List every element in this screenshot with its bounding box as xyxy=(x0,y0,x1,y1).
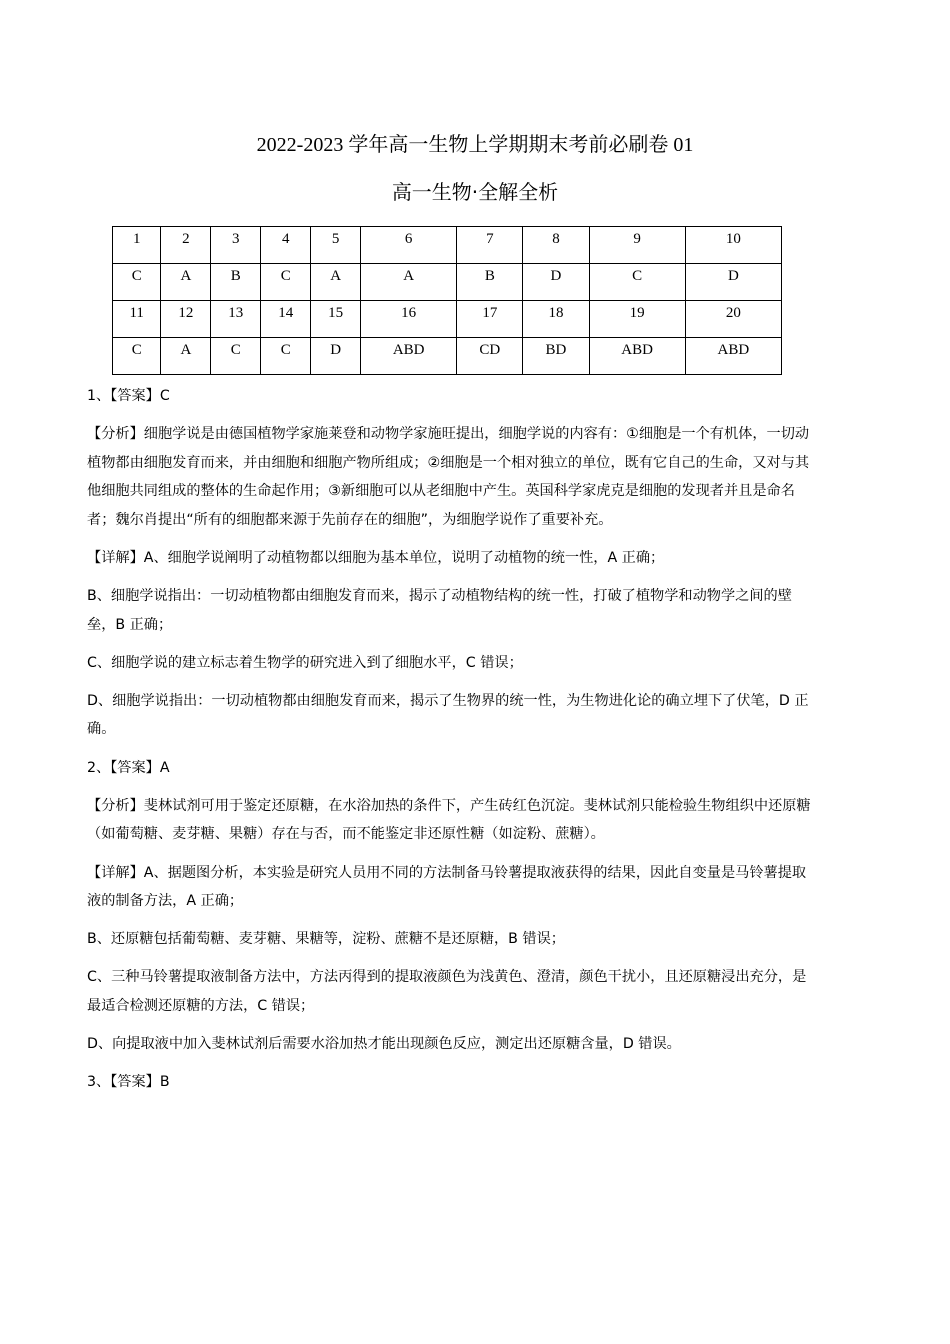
paragraph: D、向提取液中加入斐林试剂后需要水浴加热才能出现颜色反应，测定出还原糖含量，D 错误。 xyxy=(87,1036,681,1053)
question-number-cell: 3 xyxy=(211,227,261,264)
question-number-row xyxy=(113,227,782,264)
question-number-cell: 5 xyxy=(311,227,361,264)
explanation-body xyxy=(87,382,817,1106)
question-number-cell: 16 xyxy=(361,301,457,338)
question-number-cell: 14 xyxy=(261,301,311,338)
answer-cell: D xyxy=(523,264,589,301)
answer-cell: D xyxy=(311,338,361,375)
paragraph: 【分析】斐林试剂可用于鉴定还原糖，在水浴加热的条件下，产生砖红色沉淀。斐林试剂只能检验生物组织中还原糖（如葡萄糖、麦芽糖、果糖）存在与否，而不能鉴定非还原性糖（如淀粉、蔗糖）。 xyxy=(87,797,811,843)
paragraph: C、三种马铃薯提取液制备方法中，方法丙得到的提取液颜色为浅黄色、澄清，颜色干扰小，且还原糖浸出充分，是最适合检测还原糖的方法，C 错误； xyxy=(87,969,807,1014)
question-number-cell: 17 xyxy=(457,301,523,338)
paragraph: B、还原糖包括葡萄糖、麦芽糖、果糖等，淀粉、蔗糖不是还原糖，B 错误； xyxy=(87,931,565,948)
answer-cell: C xyxy=(113,338,161,375)
answer-row xyxy=(113,338,782,375)
question-number-cell: 6 xyxy=(361,227,457,264)
paragraph: 2、【答案】A xyxy=(87,759,170,776)
question-number-cell: 15 xyxy=(311,301,361,338)
question-number-cell: 18 xyxy=(523,301,589,338)
question-number-cell: 7 xyxy=(457,227,523,264)
answer-cell: C xyxy=(211,338,261,375)
question-number-cell: 12 xyxy=(161,301,211,338)
paragraph: C、细胞学说的建立标志着生物学的研究进入到了细胞水平，C 错误； xyxy=(87,654,523,671)
question-number-cell: 8 xyxy=(523,227,589,264)
answer-cell: BD xyxy=(523,338,589,375)
document-subtitle: 高一生物·全解全析 xyxy=(391,180,559,204)
answer-cell: A xyxy=(311,264,361,301)
question-number-cell: 20 xyxy=(685,301,781,338)
question-number-row xyxy=(113,301,782,338)
paragraph: 3、【答案】B xyxy=(87,1074,170,1091)
question-number-cell: 19 xyxy=(589,301,685,338)
document-title: 2022-2023 学年高一生物上学期期末考前必刷卷 01 xyxy=(256,134,694,156)
paragraph: 【详解】A、细胞学说阐明了动植物都以细胞为基本单位，说明了动植物的统一性，A 正确； xyxy=(87,549,665,566)
answer-cell: B xyxy=(211,264,261,301)
answer-cell: A xyxy=(161,338,211,375)
paragraph: 【详解】A、据题图分析，本实验是研究人员用不同的方法制备马铃薯提取液获得的结果，因此自变量是马铃薯提取液的制备方法，A 正确； xyxy=(87,864,807,909)
question-number-cell: 2 xyxy=(161,227,211,264)
paragraph: 【分析】细胞学说是由德国植物学家施莱登和动物学家施旺提出，细胞学说的内容有：①细胞是一个有机体，一切动植物都由细胞发育而来，并由细胞和细胞产物所组成；②细胞是一个相对独立的单位，既有它自己的生命，又对与其他细胞共同组成的整体的生命起作用；③新细胞可以从老细胞中产生。英国科学家虎克是细胞的发现者并且是命名者；魏尔肖提出“所有的细胞都来源于先前存在的细胞”，为细胞学说作了重要补充。 xyxy=(87,426,810,528)
paragraph: 1、【答案】C xyxy=(87,388,170,404)
question-number-cell: 13 xyxy=(211,301,261,338)
answer-cell: C xyxy=(113,264,161,301)
paragraph: B、细胞学说指出：一切动植物都由细胞发育而来，揭示了动植物结构的统一性，打破了植物学和动物学之间的壁垒，B 正确； xyxy=(87,588,792,633)
question-number-cell: 4 xyxy=(261,227,311,264)
answer-cell: ABD xyxy=(685,338,781,375)
answer-cell: B xyxy=(457,264,523,301)
answer-cell: C xyxy=(261,264,311,301)
answer-cell: C xyxy=(261,338,311,375)
question-number-cell: 9 xyxy=(589,227,685,264)
answer-cell: ABD xyxy=(589,338,685,375)
answer-cell: A xyxy=(161,264,211,301)
answer-cell: C xyxy=(589,264,685,301)
question-number-cell: 11 xyxy=(113,301,161,338)
paragraph: D、细胞学说指出：一切动植物都由细胞发育而来，揭示了生物界的统一性，为生物进化论的确立埋下了伏笔，D 正确。 xyxy=(87,692,809,738)
answer-row xyxy=(113,264,782,301)
question-number-cell: 10 xyxy=(685,227,781,264)
answer-table xyxy=(112,226,782,375)
answer-cell: D xyxy=(685,264,781,301)
question-number-cell: 1 xyxy=(113,227,161,264)
answer-cell: ABD xyxy=(361,338,457,375)
answer-cell: CD xyxy=(457,338,523,375)
answer-cell: A xyxy=(361,264,457,301)
